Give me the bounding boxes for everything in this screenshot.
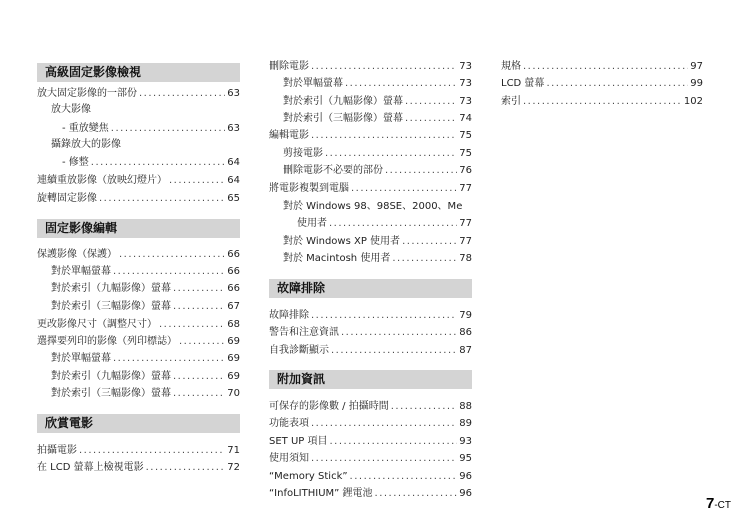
toc-entry[interactable]: 在 LCD 螢幕上檢視電影 ..... 72 xyxy=(37,461,240,475)
toc-entry[interactable]: 警告和注意資訊 ..... 86 xyxy=(269,326,472,340)
toc-entry[interactable]: 對於索引（九幅影像）螢幕 ..... 69 xyxy=(51,370,240,384)
toc-entry[interactable]: 編輯電影 ..... 75 xyxy=(269,129,472,143)
toc-subheading: 對於 Windows 98、98SE、2000、Me xyxy=(283,201,463,212)
toc-entry[interactable]: 對於單幅螢幕 ..... 66 xyxy=(51,265,240,279)
toc-entry[interactable]: 對於索引（三幅影像）螢幕 ..... 74 xyxy=(283,112,472,126)
toc-entry[interactable]: 刪除電影不必要的部份 ..... 76 xyxy=(283,164,472,178)
toc-entry[interactable]: 對於索引（三幅影像）螢幕 ..... 70 xyxy=(51,387,240,401)
toc-entry[interactable]: - 重放變焦 ..... 63 xyxy=(62,122,240,136)
toc-entry[interactable]: 規格 ..... 97 xyxy=(501,60,703,74)
toc-entry[interactable]: 對於索引（九幅影像）螢幕 ..... 66 xyxy=(51,282,240,296)
page-number xyxy=(706,495,731,513)
toc-entry[interactable]: - 修整 ..... 64 xyxy=(62,156,240,170)
toc-entry[interactable]: 功能表項 ..... 89 xyxy=(269,417,472,431)
toc-entry[interactable]: 放大固定影像的一部份 ..... 63 xyxy=(37,87,240,101)
toc-entry[interactable]: 對於索引（三幅影像）螢幕 ..... 67 xyxy=(51,300,240,314)
toc-entry[interactable]: 拍攝電影 ..... 71 xyxy=(37,444,240,458)
toc-entry[interactable]: 對於單幅螢幕 ..... 69 xyxy=(51,352,240,366)
section-heading-watching-movies: 欣賞電影 xyxy=(37,414,240,433)
page-number-value: 7 xyxy=(705,495,715,512)
toc-entry[interactable]: SET UP 項目 ..... 93 xyxy=(269,435,472,449)
toc-entry[interactable]: 將電影複製到電腦 ..... 77 xyxy=(269,182,472,196)
toc-entry[interactable]: 對於 Windows XP 使用者 ..... 77 xyxy=(283,235,472,249)
section-heading-advanced-still-playback: 高級固定影像檢視 xyxy=(37,63,240,82)
page-number-suffix: -CT xyxy=(714,500,731,511)
toc-entry[interactable]: 使用須知 ..... 95 xyxy=(269,452,472,466)
toc-entry[interactable]: 索引 ..... 102 xyxy=(501,95,703,109)
toc-entry[interactable]: LCD 螢幕 ..... 99 xyxy=(501,77,703,91)
toc-entry[interactable]: 對於索引（九幅影像）螢幕 ..... 73 xyxy=(283,95,472,109)
toc-entry[interactable]: 對於單幅螢幕 ..... 73 xyxy=(283,77,472,91)
section-heading-additional-info: 附加資訊 xyxy=(269,370,472,389)
toc-entry[interactable]: 保護影像（保護） ..... 66 xyxy=(37,248,240,262)
toc-entry[interactable]: 選擇要列印的影像（列印標誌） ..... 69 xyxy=(37,335,240,349)
toc-entry[interactable]: “InfoLITHIUM” 鋰電池 ..... 96 xyxy=(269,487,472,501)
toc-subheading: 放大影像 xyxy=(51,104,91,115)
toc-entry[interactable]: 故障排除 ..... 79 xyxy=(269,309,472,323)
toc-entry[interactable]: 旋轉固定影像 ..... 65 xyxy=(37,192,240,206)
toc-entry[interactable]: “Memory Stick” ..... 96 xyxy=(269,470,472,484)
toc-entry[interactable]: 自我診斷顯示 ..... 87 xyxy=(269,344,472,358)
toc-entry[interactable]: 使用者 ..... 77 xyxy=(297,217,472,231)
toc-entry[interactable]: 刪除電影 ..... 73 xyxy=(269,60,472,74)
toc-subheading: 攝錄放大的影像 xyxy=(51,139,121,150)
toc-entry[interactable]: 對於 Macintosh 使用者 ..... 78 xyxy=(283,252,472,266)
toc-entry[interactable]: 更改影像尺寸（調整尺寸） ..... 68 xyxy=(37,318,240,332)
toc-entry[interactable]: 可保存的影像數 / 拍攝時間 ..... 88 xyxy=(269,400,472,414)
section-heading-still-editing: 固定影像編輯 xyxy=(37,219,240,238)
toc-entry[interactable]: 連續重放影像（放映幻燈片） ..... 64 xyxy=(37,174,240,188)
toc-entry[interactable]: 剪接電影 ..... 75 xyxy=(283,147,472,161)
section-heading-troubleshooting: 故障排除 xyxy=(269,279,472,298)
